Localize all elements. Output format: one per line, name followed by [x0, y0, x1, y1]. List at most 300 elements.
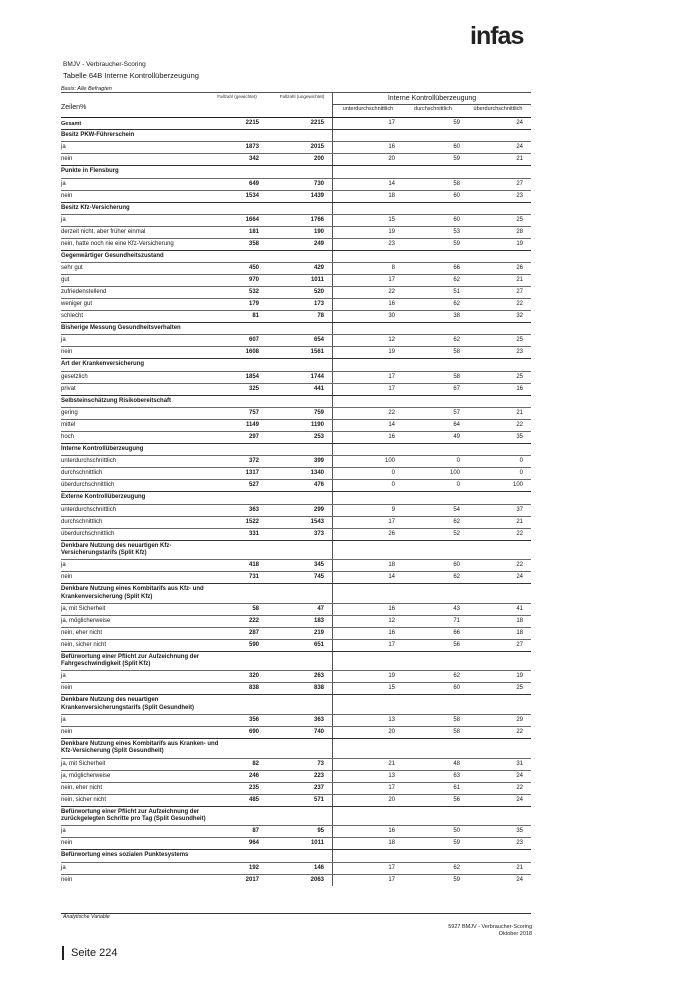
cell-pct-durch: 59: [453, 156, 460, 163]
group-header: [61, 849, 531, 861]
cell-pct-ueber: 22: [516, 729, 523, 736]
table-row: [61, 274, 531, 286]
group-title: Bisherige Messung Gesundheitsverhalten: [61, 325, 181, 332]
infas-logo: infas: [470, 22, 524, 50]
cell-n-unweighted: 373: [313, 530, 324, 537]
cell-pct-unter: 17: [388, 120, 395, 126]
table-row: [61, 455, 531, 467]
row-label: ja: [61, 144, 66, 151]
row-label: nein, sicher nicht: [61, 796, 107, 803]
group-title: Denkbare Nutzung eines Kombitarifs aus Kranken- und Kfz-Versicherung (Split Gesundheit): [61, 741, 219, 755]
cell-pct-ueber: 22: [516, 562, 523, 569]
group-title: Punkte in Flensburg: [61, 168, 119, 175]
cell-pct-durch: 66: [453, 629, 460, 636]
cell-pct-durch: 60: [453, 685, 460, 692]
table-row: [61, 615, 531, 627]
cell-n-weighted: 325: [248, 385, 259, 392]
cell-n-weighted: 1608: [245, 349, 259, 356]
cell-pct-unter: 16: [388, 605, 395, 612]
row-label: nein: [61, 840, 73, 847]
group-title: Externe Kontrollüberzeugung: [61, 494, 146, 501]
table-bottom-rule: [61, 913, 531, 914]
cell-n-unweighted: 223: [313, 772, 324, 779]
cell-n-weighted: 970: [248, 277, 259, 284]
row-label: ja: [61, 828, 66, 835]
cell-n-weighted: 81: [252, 313, 259, 320]
cell-pct-durch: 59: [453, 240, 460, 247]
group-header: [61, 738, 531, 758]
cell-n-weighted: 82: [252, 760, 259, 767]
cell-n-weighted: 590: [248, 641, 259, 648]
cell-pct-ueber: 24: [516, 144, 523, 151]
cell-pct-unter: 21: [388, 760, 395, 767]
col-header-unterdurchschnittlich: unterdurchschnittlich: [342, 106, 394, 112]
row-label: nein: [61, 685, 73, 692]
cell-n-unweighted: 95: [317, 828, 324, 835]
group-header: [61, 694, 531, 714]
study-name: BMJV - Verbraucher-Scoring: [63, 61, 146, 68]
cell-pct-durch: 58: [453, 729, 460, 736]
footer-line2: Oktober 2018: [498, 931, 532, 937]
cell-pct-unter: 18: [388, 192, 395, 199]
row-label: weniger gut: [61, 301, 93, 308]
row-label: ja, möglicherweise: [61, 772, 111, 779]
table-row: [61, 516, 531, 528]
group-title: Befürwortung einer Pflicht zur Aufzeichnung der zurückgelegten Schritte pro Tag (Split Gesundheit): [61, 808, 206, 822]
group-header: [61, 250, 531, 262]
cell-pct-durch: 0: [456, 482, 460, 489]
table-row: [61, 874, 531, 886]
row-label: schlecht: [61, 313, 84, 320]
row-label: ja: [61, 864, 66, 871]
cell-pct-durch: 100: [449, 470, 460, 477]
cell-n-unweighted: 1561: [310, 349, 324, 356]
cell-n-weighted: 450: [248, 265, 259, 272]
page-marker: [62, 946, 64, 960]
cell-pct-durch: 63: [453, 772, 460, 779]
cell-pct-unter: 22: [388, 410, 395, 417]
cell-pct-durch: 38: [453, 313, 460, 320]
cell-n-unweighted: 441: [313, 385, 324, 392]
cell-n-unweighted: 1190: [310, 422, 324, 429]
table-row: [61, 226, 531, 238]
table-row: [61, 770, 531, 782]
cell-n-weighted: 690: [248, 729, 259, 736]
table-row: [61, 286, 531, 298]
cell-n-weighted: 757: [248, 410, 259, 417]
cell-pct-unter: 19: [388, 228, 395, 235]
cell-n-weighted: 372: [248, 458, 259, 465]
cell-pct-ueber: 22: [516, 530, 523, 537]
cell-pct-unter: 19: [388, 349, 395, 356]
row-label: durchschnittlich: [61, 470, 103, 477]
cell-pct-ueber: 22: [516, 301, 523, 308]
cell-pct-durch: 59: [453, 876, 460, 883]
cell-pct-ueber: 24: [516, 120, 523, 126]
cell-n-unweighted: 654: [313, 337, 324, 344]
row-label: ja: [61, 180, 66, 187]
cell-n-weighted: 649: [248, 180, 259, 187]
cell-n-unweighted: 730: [313, 180, 324, 187]
table-row: [61, 190, 531, 202]
row-label: hoch: [61, 434, 75, 441]
row-label: ja, mit Sicherheit: [61, 760, 106, 767]
cell-n-unweighted: 219: [313, 629, 324, 636]
cell-n-weighted: 356: [248, 717, 259, 724]
cell-pct-ueber: 21: [516, 277, 523, 284]
cell-pct-unter: 26: [388, 530, 395, 537]
cell-pct-unter: 17: [388, 784, 395, 791]
cell-pct-durch: 60: [453, 144, 460, 151]
cell-pct-ueber: 23: [516, 840, 523, 847]
table-row: [61, 758, 531, 770]
row-label: nein: [61, 574, 73, 581]
cell-pct-ueber: 24: [516, 772, 523, 779]
group-title: Denkbare Nutzung eines Kombitarifs aus Kfz- und Krankenversicherung (Split Kfz): [61, 586, 204, 600]
cell-pct-ueber: 25: [516, 373, 523, 380]
group-title: Besitz PKW-Führerschein: [61, 132, 135, 138]
cell-pct-unter: 17: [388, 864, 395, 871]
row-label: ja, möglicherweise: [61, 617, 111, 624]
cell-pct-unter: 20: [388, 729, 395, 736]
cell-n-weighted: 1873: [245, 144, 259, 151]
cell-pct-ueber: 18: [516, 629, 523, 636]
cell-pct-ueber: 19: [516, 673, 523, 680]
cell-n-weighted: 2215: [245, 120, 259, 126]
row-label: ja, mit Sicherheit: [61, 605, 106, 612]
table-row: [61, 371, 531, 383]
cell-pct-ueber: 27: [516, 289, 523, 296]
table-row: [61, 837, 531, 849]
table-row: [61, 407, 531, 419]
row-label: nein, eher nicht: [61, 784, 103, 791]
cell-pct-durch: 59: [453, 120, 460, 126]
cell-pct-durch: 51: [453, 289, 460, 296]
basis-note: Basis: Alle Befragten: [61, 86, 112, 92]
cell-pct-unter: 0: [391, 470, 395, 477]
row-label: nein: [61, 876, 73, 883]
cell-n-weighted: 342: [248, 156, 259, 163]
cell-pct-ueber: 24: [516, 796, 523, 803]
cell-pct-unter: 16: [388, 144, 395, 151]
cell-pct-ueber: 22: [516, 422, 523, 429]
cell-n-weighted: 2017: [245, 876, 259, 883]
table-row: [61, 178, 531, 190]
table-row: [61, 238, 531, 250]
table-row: [61, 298, 531, 310]
cell-n-weighted: 1149: [245, 422, 259, 429]
table-row: [61, 639, 531, 651]
cell-pct-ueber: 32: [516, 313, 523, 320]
cell-n-unweighted: 78: [317, 313, 324, 320]
table-row: [61, 603, 531, 615]
group-title: Interne Kontrollüberzeugung: [61, 446, 144, 453]
cell-pct-durch: 58: [453, 349, 460, 356]
cell-pct-unter: 12: [388, 617, 395, 624]
group-header: [61, 129, 531, 141]
row-label: nein, eher nicht: [61, 629, 103, 636]
row-label: nein, hatte noch nie eine Kfz-Versicherung: [61, 240, 174, 247]
cell-pct-ueber: 23: [516, 349, 523, 356]
cell-n-unweighted: 146: [313, 864, 324, 871]
group-title: Gegenwärtiger Gesundheitszustand: [61, 252, 164, 259]
cell-pct-unter: 17: [388, 518, 395, 525]
cell-n-weighted: 838: [248, 685, 259, 692]
cell-pct-unter: 8: [391, 265, 395, 272]
cell-pct-durch: 62: [453, 518, 460, 525]
cell-n-unweighted: 183: [313, 617, 324, 624]
cell-pct-durch: 59: [453, 840, 460, 847]
cell-n-unweighted: 2063: [310, 876, 324, 883]
row-label: privat: [61, 385, 76, 392]
group-header: [61, 651, 531, 671]
cell-pct-durch: 60: [453, 562, 460, 569]
cell-pct-durch: 62: [453, 337, 460, 344]
cell-n-unweighted: 237: [313, 784, 324, 791]
row-label: ja: [61, 337, 66, 344]
cell-n-weighted: 363: [248, 506, 259, 513]
row-label: unterdurchschnittlich: [61, 458, 117, 465]
group-column-title: Interne Kontrollüberzeugung: [387, 95, 477, 102]
cell-pct-ueber: 25: [516, 216, 523, 223]
cell-n-unweighted: 520: [313, 289, 324, 296]
table-row: [61, 467, 531, 479]
cell-pct-ueber: 27: [516, 641, 523, 648]
cell-pct-unter: 20: [388, 156, 395, 163]
row-label: ja: [61, 216, 66, 223]
cell-pct-durch: 58: [453, 373, 460, 380]
row-label: nein: [61, 349, 73, 356]
cell-pct-durch: 71: [453, 617, 460, 624]
cell-pct-ueber: 23: [516, 192, 523, 199]
row-label: ja: [61, 562, 66, 569]
cell-pct-durch: 60: [453, 192, 460, 199]
cell-pct-ueber: 21: [516, 864, 523, 871]
cell-pct-unter: 12: [388, 337, 395, 344]
cell-n-weighted: 179: [248, 301, 259, 308]
cell-pct-ueber: 0: [519, 470, 523, 477]
cell-pct-unter: 100: [384, 458, 395, 465]
cell-n-weighted: 418: [248, 562, 259, 569]
cell-n-unweighted: 47: [317, 605, 324, 612]
cell-pct-unter: 19: [388, 673, 395, 680]
cell-pct-durch: 62: [453, 574, 460, 581]
row-label: überdurchschnittlich: [61, 482, 115, 489]
cell-n-weighted: 246: [248, 772, 259, 779]
cell-pct-unter: 20: [388, 796, 395, 803]
cell-pct-durch: 48: [453, 760, 460, 767]
table-row: [61, 262, 531, 274]
cell-n-unweighted: 1011: [310, 840, 324, 847]
row-label: zufriedenstellend: [61, 289, 107, 296]
cell-pct-unter: 22: [388, 289, 395, 296]
table-row: [61, 862, 531, 874]
cell-n-unweighted: 263: [313, 673, 324, 680]
cell-pct-ueber: 41: [516, 605, 523, 612]
table-row: [61, 334, 531, 346]
cell-pct-durch: 58: [453, 717, 460, 724]
col-header-durchschnittlich: durchschnittlich: [414, 106, 452, 112]
table-row: [61, 825, 531, 837]
cell-n-unweighted: 838: [313, 685, 324, 692]
cell-n-unweighted: 253: [313, 434, 324, 441]
cell-pct-unter: 13: [388, 717, 395, 724]
cell-pct-durch: 57: [453, 410, 460, 417]
cell-pct-ueber: 35: [516, 434, 523, 441]
cell-pct-unter: 15: [388, 216, 395, 223]
cell-pct-ueber: 27: [516, 180, 523, 187]
cell-pct-ueber: 37: [516, 506, 523, 513]
cell-pct-unter: 16: [388, 301, 395, 308]
group-header: [61, 202, 531, 214]
cell-pct-ueber: 21: [516, 410, 523, 417]
group-title: Befürwortung eines sozialen Punktesystems: [61, 852, 189, 859]
cell-pct-durch: 56: [453, 641, 460, 648]
row-label: nein: [61, 729, 73, 736]
cell-pct-durch: 62: [453, 673, 460, 680]
cell-pct-durch: 67: [453, 385, 460, 392]
cell-n-unweighted: 345: [313, 562, 324, 569]
row-label: nein: [61, 156, 73, 163]
cell-n-weighted: 527: [248, 482, 259, 489]
footnote: Analytische Variable: [63, 914, 110, 920]
cell-n-weighted: 331: [248, 530, 259, 537]
table-row: [61, 214, 531, 226]
group-header: [61, 395, 531, 407]
group-header: [61, 322, 531, 334]
table-row: [61, 153, 531, 165]
cell-n-unweighted: 759: [313, 410, 324, 417]
row-label: nein, sicher nicht: [61, 641, 107, 648]
table-row: [61, 479, 531, 491]
cell-n-unweighted: 299: [313, 506, 324, 513]
cell-pct-unter: 17: [388, 641, 395, 648]
cell-pct-durch: 61: [453, 784, 460, 791]
row-label: überdurchschnittlich: [61, 530, 115, 537]
cell-pct-durch: 56: [453, 796, 460, 803]
cell-pct-ueber: 24: [516, 876, 523, 883]
group-header: [61, 491, 531, 503]
table-row: [61, 714, 531, 726]
cell-pct-unter: 17: [388, 876, 395, 883]
table-title: Tabelle 64B Interne Kontrollüberzeugung: [63, 71, 199, 80]
cell-pct-unter: 9: [391, 506, 395, 513]
cell-pct-unter: 14: [388, 180, 395, 187]
cell-n-weighted: 1854: [245, 373, 259, 380]
cell-pct-durch: 43: [453, 605, 460, 612]
cell-n-weighted: 320: [248, 673, 259, 680]
row-label: gering: [61, 410, 78, 417]
cell-pct-ueber: 21: [516, 518, 523, 525]
cell-pct-unter: 17: [388, 385, 395, 392]
group-title: Denkbare Nutzung des neuartigen Kfz-Versicherungstarifs (Split Kfz): [61, 542, 172, 556]
cell-pct-ueber: 25: [516, 685, 523, 692]
cell-pct-durch: 50: [453, 828, 460, 835]
cell-n-weighted: 358: [248, 240, 259, 247]
row-label-header: Zeilen%: [61, 104, 87, 111]
cell-pct-unter: 23: [388, 240, 395, 247]
cell-n-weighted: 1317: [245, 470, 259, 477]
cell-n-weighted: 532: [248, 289, 259, 296]
cell-n-weighted: 87: [252, 828, 259, 835]
cell-pct-unter: 0: [391, 482, 395, 489]
cell-n-unweighted: 1543: [310, 518, 324, 525]
row-label: gesetzlich: [61, 373, 88, 380]
group-title: Besitz Kfz-Versicherung: [61, 204, 130, 211]
cell-pct-ueber: 26: [516, 265, 523, 272]
footer-line1: 5927 BMJV - Verbraucher-Scoring: [448, 924, 532, 930]
group-title: Befürwortung einer Pflicht zur Aufzeichnung der Fahrgeschwindigkeit (Split Kfz): [61, 653, 200, 668]
cell-pct-unter: 16: [388, 434, 395, 441]
cell-pct-unter: 18: [388, 562, 395, 569]
table-body: [61, 117, 531, 886]
group-header: [61, 443, 531, 455]
group-title: Selbsteinschätzung Risikobereitschaft: [61, 397, 172, 404]
group-header: [61, 358, 531, 370]
table-row: [61, 670, 531, 682]
table-row: [61, 383, 531, 395]
table-row: [61, 310, 531, 322]
cell-pct-ueber: 29: [516, 717, 523, 724]
row-label: sehr gut: [61, 265, 83, 272]
cell-n-weighted: 1664: [245, 216, 259, 223]
group-column-rule: [333, 104, 531, 105]
table-row: [61, 431, 531, 443]
cell-pct-durch: 64: [453, 422, 460, 429]
cell-n-weighted: 731: [248, 574, 259, 581]
cell-n-weighted: 485: [248, 796, 259, 803]
cell-pct-ueber: 19: [516, 240, 523, 247]
cell-pct-unter: 13: [388, 772, 395, 779]
cell-pct-durch: 49: [453, 434, 460, 441]
cell-pct-durch: 0: [456, 458, 460, 465]
cell-n-unweighted: 2015: [310, 144, 324, 151]
cell-n-unweighted: 190: [313, 228, 324, 235]
table-header: [61, 93, 531, 117]
cell-pct-ueber: 18: [516, 617, 523, 624]
row-label: gut: [61, 277, 70, 284]
cell-n-unweighted: 249: [313, 240, 324, 247]
table-row: [61, 346, 531, 358]
cell-pct-ueber: 16: [516, 385, 523, 392]
table-row: [61, 528, 531, 540]
cell-pct-ueber: 28: [516, 228, 523, 235]
row-label: ja: [61, 717, 66, 724]
cell-pct-ueber: 22: [516, 784, 523, 791]
table-row: [61, 726, 531, 738]
cell-n-weighted: 58: [252, 605, 259, 612]
cell-n-unweighted: 399: [313, 458, 324, 465]
footer-info: [448, 924, 532, 938]
table-row: [61, 571, 531, 583]
group-title: Denkbare Nutzung des neuartigen Krankenversicherungstarifs (Split Gesundheit): [61, 697, 195, 711]
cell-n-weighted: 287: [248, 629, 259, 636]
cell-n-weighted: 181: [248, 228, 259, 235]
row-label: nein: [61, 192, 73, 199]
cell-n-unweighted: 571: [313, 796, 324, 803]
group-header: [61, 540, 531, 560]
cell-pct-ueber: 100: [512, 482, 523, 489]
page-number: Seite 224: [71, 947, 118, 959]
cell-n-weighted: 222: [248, 617, 259, 624]
cell-n-unweighted: 429: [313, 265, 324, 272]
cell-n-weighted: 964: [248, 840, 259, 847]
group-header: [61, 165, 531, 177]
table-row: [61, 682, 531, 694]
col-header-ueberdurchschnittlich: überdurchschnittlich: [473, 106, 523, 112]
total-label: Gesamt: [61, 121, 82, 127]
cell-pct-ueber: 35: [516, 828, 523, 835]
